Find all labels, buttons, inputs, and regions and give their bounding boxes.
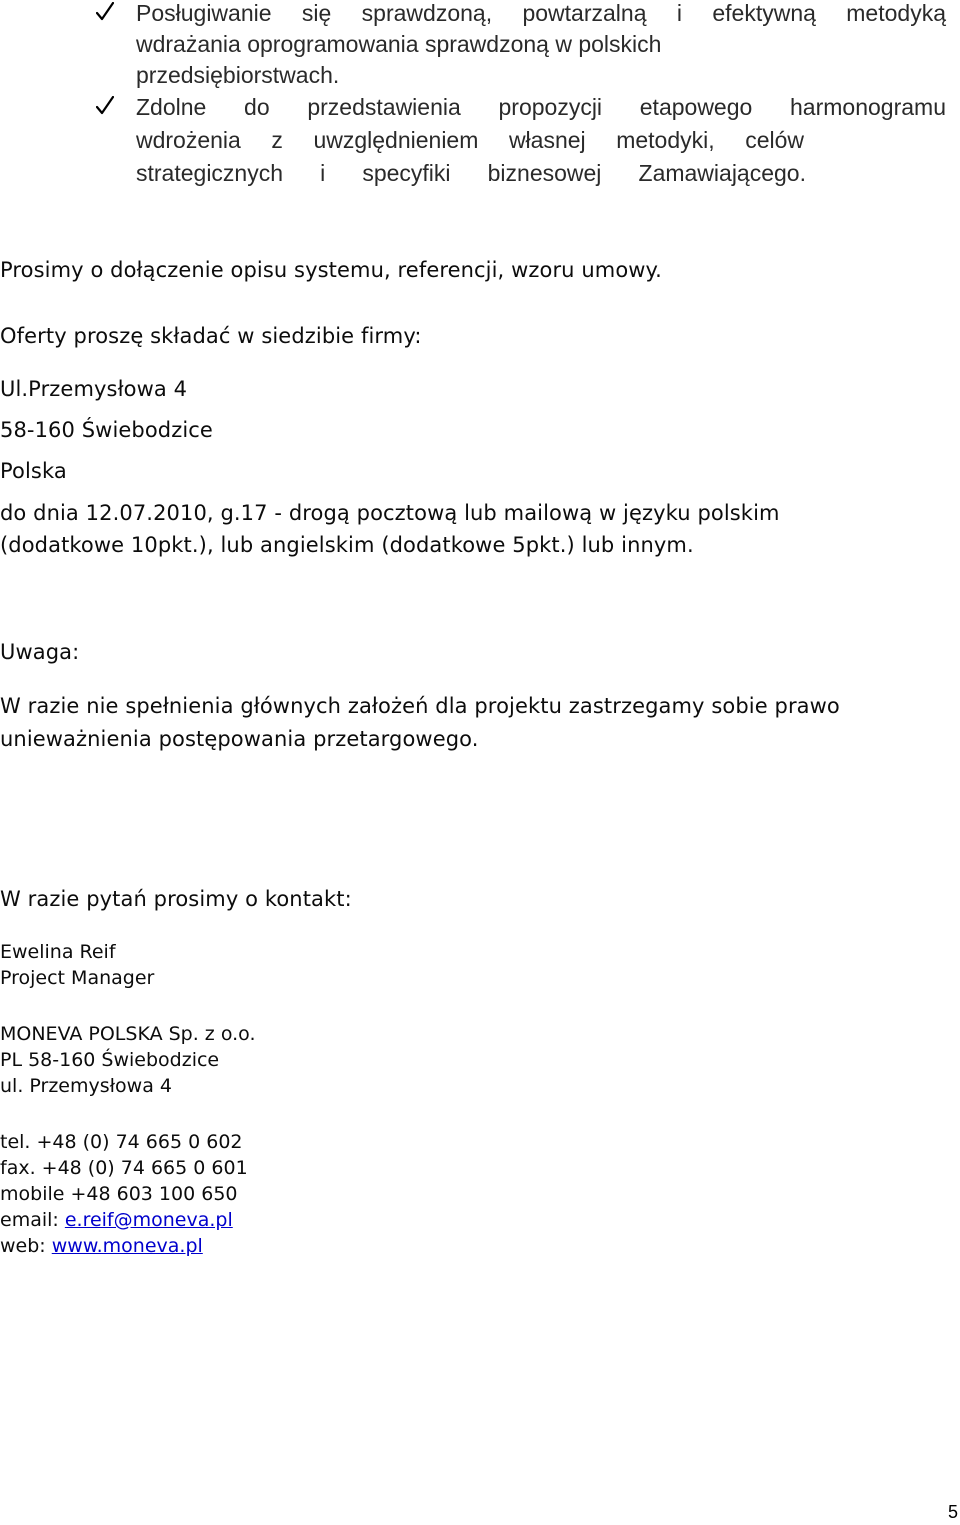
contact-mobile: mobile +48 603 100 650 — [0, 1183, 238, 1205]
checklist-item — [96, 0, 956, 90]
request-text: Prosimy o dołączenie opisu systemu, referencji, wzoru umowy. — [0, 258, 662, 282]
checklist-line: przedsiębiorstwach. — [136, 62, 340, 88]
deadline-line: (dodatkowe 10pkt.), lub angielskim (dodatkowe 5pkt.) lub innym. — [0, 533, 694, 557]
page-number: 5 — [947, 1502, 958, 1522]
note-label: Uwaga: — [0, 640, 80, 664]
contact-email-row — [0, 1209, 233, 1231]
offers-intro: Oferty proszę składać w siedzibie firmy: — [0, 324, 422, 348]
contact-name: Ewelina Reif — [0, 941, 116, 963]
company-city: PL 58-160 Świebodzice — [0, 1049, 220, 1071]
checkmark-icon — [96, 96, 114, 116]
address-country: Polska — [0, 459, 67, 483]
note-line: unieważnienia postępowania przetargowego. — [0, 727, 479, 751]
checklist-line: Zdolne do przedstawienia propozycji etapowego harmonogramu — [136, 94, 946, 120]
contact-role: Project Manager — [0, 967, 155, 989]
checklist-line: wdrażania oprogramowania sprawdzoną w polskich — [136, 31, 662, 57]
contact-intro: W razie pytań prosimy o kontakt: — [0, 887, 352, 911]
checkmark-icon — [96, 2, 114, 22]
company-name: MONEVA POLSKA Sp. z o.o. — [0, 1023, 256, 1045]
address-street: Ul.Przemysłowa 4 — [0, 377, 188, 401]
address-city: 58-160 Świebodzice — [0, 418, 213, 442]
contact-web-row — [0, 1235, 203, 1257]
contact-fax: fax. +48 (0) 74 665 0 601 — [0, 1157, 248, 1179]
checklist-line: wdrożenia z uwzględnieniem własnej metodyki, celów — [136, 127, 804, 153]
email-label: email: — [0, 1209, 65, 1231]
web-label: web: — [0, 1235, 52, 1257]
deadline-line: do dnia 12.07.2010, g.17 - drogą pocztową lub mailową w języku polskim — [0, 501, 780, 525]
web-link[interactable]: www.moneva.pl — [51, 1235, 203, 1257]
company-street: ul. Przemysłowa 4 — [0, 1075, 172, 1097]
note-line: W razie nie spełnienia głównych założeń dla projektu zastrzegamy sobie prawo — [0, 694, 840, 718]
checklist-line: strategicznych i specyfiki biznesowej Zamawiającego. — [136, 160, 806, 186]
checklist-line: Posługiwanie się sprawdzoną, powtarzalną i efektywną metodyką — [136, 0, 946, 26]
checklist-item — [96, 94, 956, 189]
contact-tel: tel. +48 (0) 74 665 0 602 — [0, 1131, 243, 1153]
email-link[interactable]: e.reif@moneva.pl — [64, 1209, 233, 1231]
